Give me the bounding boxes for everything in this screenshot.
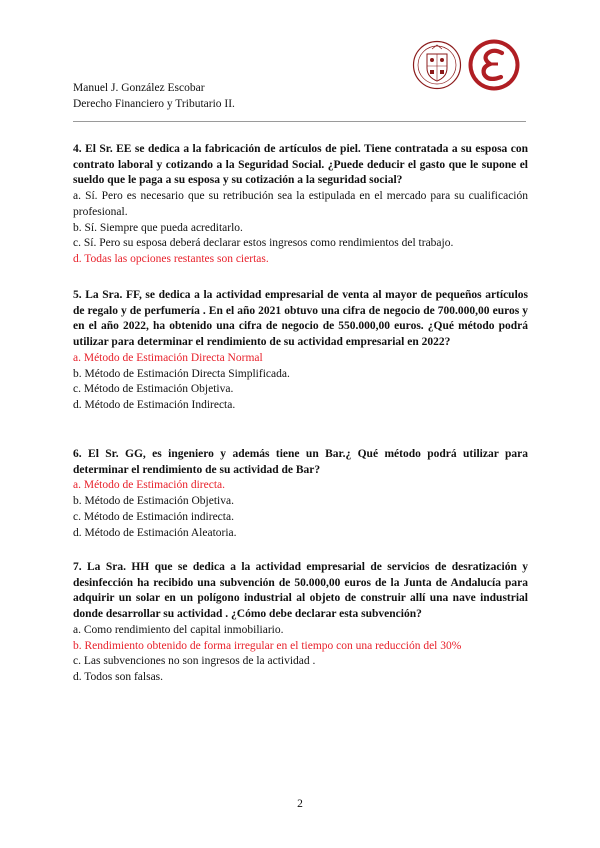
author-name: Manuel J. González Escobar <box>73 82 205 94</box>
question-5 <box>73 288 528 414</box>
course-name: Derecho Financiero y Tributario II. <box>73 98 235 110</box>
correct-answer-option: b. Rendimiento obtenido de forma irregular en el tiempo con una reducción del 30% <box>73 639 462 652</box>
correct-answer-option: d. Todas las opciones restantes son ciertas. <box>73 252 269 265</box>
question-text: 4. El Sr. EE se dedica a la fabricación de artículos de piel. Tiene contratada a su esposa con contrato laboral y cotizando a la Seguridad Social. ¿Puede deducir el gasto que le supone el sueldo que le paga a su esposa y su cotización a la seguridad social? <box>73 143 528 187</box>
answer-option: c. Sí. Pero su esposa deberá declarar estos ingresos como rendimientos del trabajo. <box>73 237 454 250</box>
answer-option: d. Método de Estimación Aleatoria. <box>73 526 237 539</box>
answer-option: a. Como rendimiento del capital inmobiliario. <box>73 623 284 636</box>
answer-option: d. Todos son falsas. <box>73 670 164 683</box>
question-text: 7. La Sra. HH que se dedica a la actividad empresarial de servicios de desratización y desinfección ha recibido una subvención de 50.000,00 euros de la Junta de Andalucía para adquirir un solar en un polígono industrial al objeto de construir allí una nave industrial donde desarrollar su actividad . ¿Cómo debe declarar esta subvención? <box>73 561 528 621</box>
page-number: 2 <box>297 798 303 810</box>
answer-option: b. Método de Estimación Objetiva. <box>73 495 234 508</box>
correct-answer-option: a. Método de Estimación Directa Normal <box>73 351 263 364</box>
faculty-e-logo-icon <box>467 38 521 92</box>
question-7 <box>73 560 528 686</box>
answer-option: b. Método de Estimación Directa Simplificada. <box>73 367 290 380</box>
correct-answer-option: a. Método de Estimación directa. <box>73 479 226 492</box>
header-divider <box>73 121 526 122</box>
question-6 <box>73 447 528 541</box>
answer-option: b. Sí. Siempre que pueda acreditarlo. <box>73 221 243 234</box>
answer-option: c. Las subvenciones no son ingresos de la actividad . <box>73 655 316 668</box>
answer-option: d. Método de Estimación Indirecta. <box>73 398 236 411</box>
question-text: 5. La Sra. FF, se dedica a la actividad empresarial de venta al mayor de pequeños artículos de regalo y de perfumería . En el año 2021 obtuvo una cifra de negocio de 700.000,00 euros y en el año 2022, ha obtenido una cifra de negocio de 550.000,00 euros. ¿Qué método podrá utilizar para determinar el rendimiento de su actividad empresarial en 2022? <box>73 289 528 349</box>
university-seal-icon <box>412 40 462 90</box>
answer-option: c. Método de Estimación indirecta. <box>73 510 234 523</box>
header-author-block <box>73 80 235 112</box>
question-4 <box>73 142 528 268</box>
header-logos <box>412 38 522 94</box>
answer-option: c. Método de Estimación Objetiva. <box>73 383 234 396</box>
answer-option: a. Sí. Pero es necesario que su retribución sea la estipulada en el mercado para su cualificación profesional. <box>73 190 528 218</box>
question-text: 6. El Sr. GG, es ingeniero y además tiene un Bar.¿ Qué método podrá utilizar para determinar el rendimiento de su actividad de Bar? <box>73 448 528 476</box>
